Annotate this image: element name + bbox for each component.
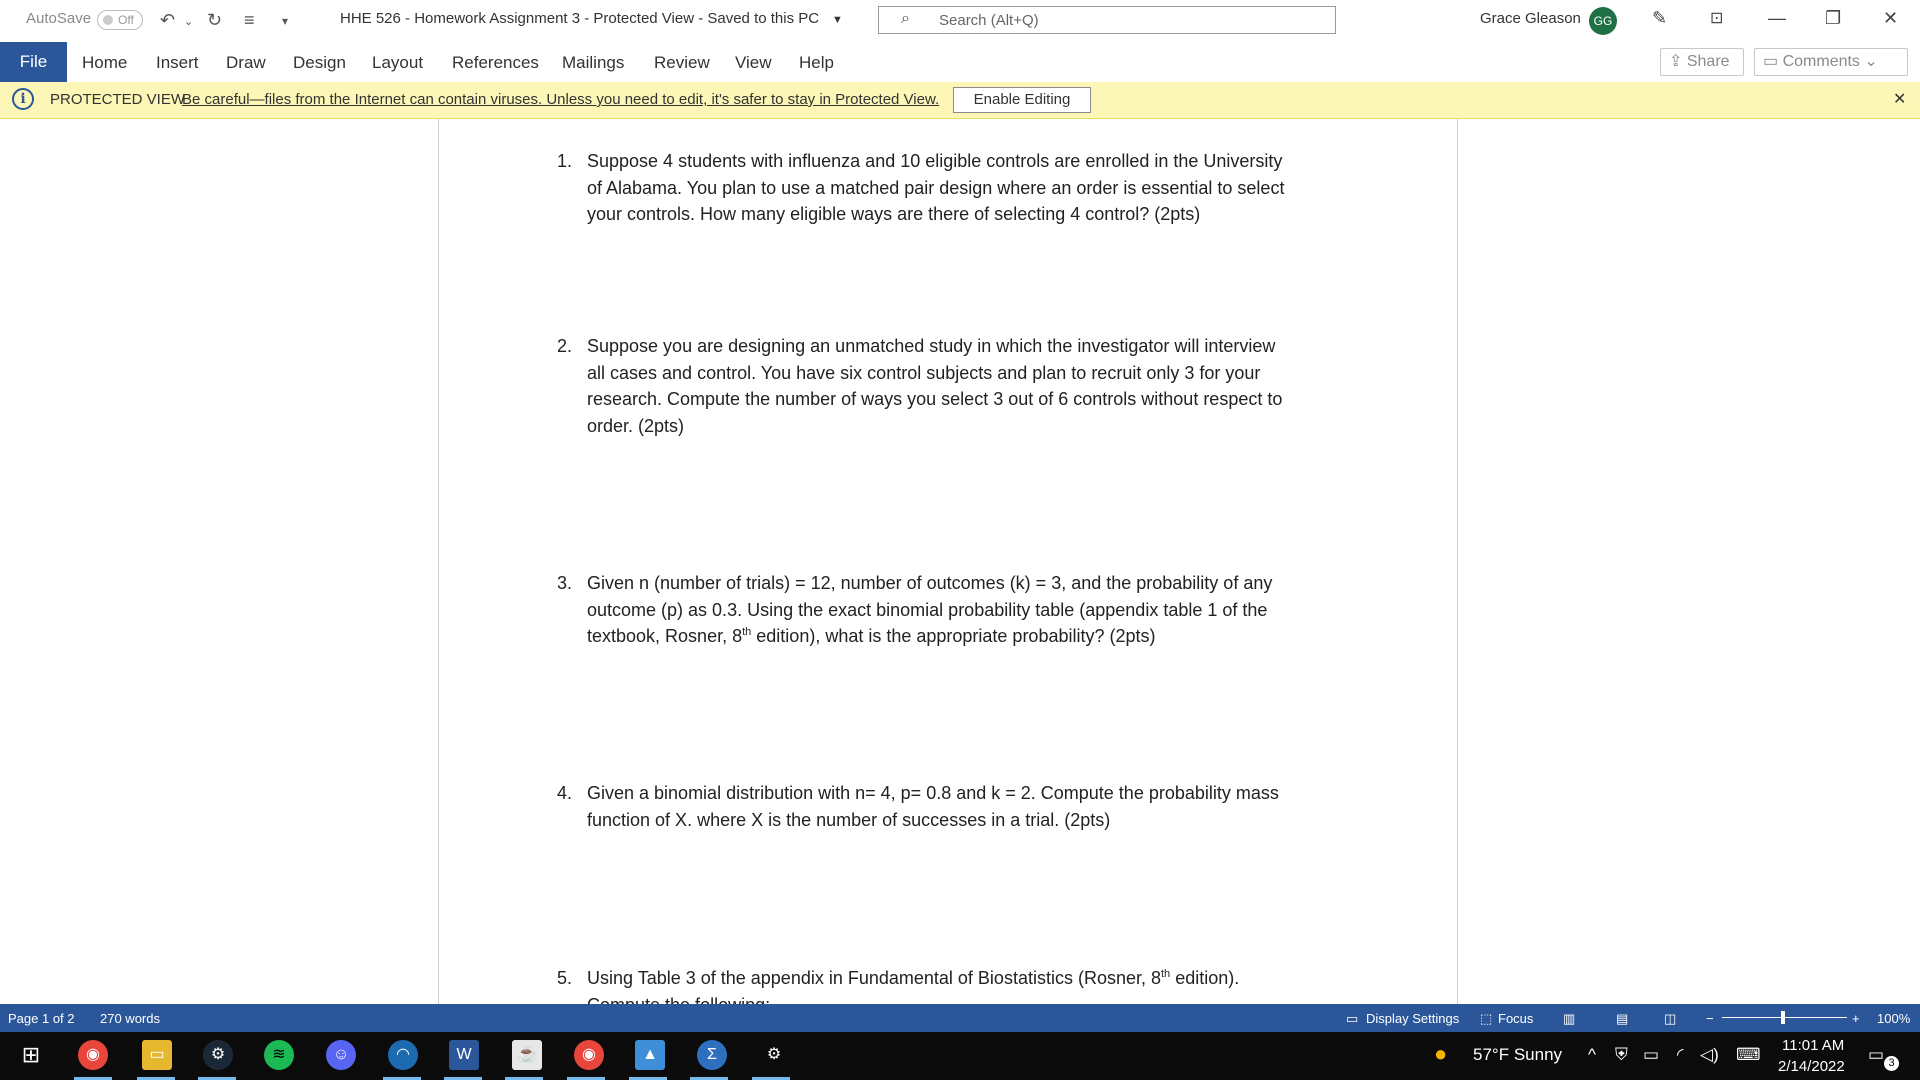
tab-design[interactable]: Design [293, 53, 346, 72]
question-text: edition), what is the appropriate probability? (2pts) [751, 626, 1156, 646]
tab-home[interactable]: Home [82, 53, 128, 72]
title-dropdown-icon[interactable]: ▼ [832, 14, 843, 26]
chrome-alt-icon[interactable]: ◉ [574, 1040, 604, 1070]
avatar[interactable]: GG [1589, 7, 1617, 35]
question-line: Given n (number of trials) = 12, number of outcomes (k) = 3, and the probability of any [587, 573, 1273, 593]
ribbon-tabs [0, 42, 1920, 83]
chrome-icon[interactable]: ◉ [78, 1040, 108, 1070]
question-line: order. (2pts) [587, 415, 685, 436]
question-number: 3. [557, 573, 573, 593]
print-layout-icon[interactable]: ▤ [1616, 1011, 1629, 1026]
question-text: edition). [1170, 968, 1240, 988]
comments-button[interactable] [1754, 48, 1908, 76]
focus-button[interactable]: Focus [1498, 1011, 1534, 1026]
status-bar [0, 1004, 1920, 1032]
page-count[interactable]: Page 1 of 2 [8, 1011, 75, 1026]
autosave-toggle[interactable] [97, 10, 143, 30]
browser-icon[interactable]: ◠ [388, 1040, 418, 1070]
share-button[interactable] [1660, 48, 1744, 76]
taskbar [0, 1032, 1920, 1080]
read-mode-icon[interactable]: ▥ [1563, 1011, 1576, 1026]
search-placeholder: Search (Alt+Q) [939, 12, 1039, 29]
tab-draw[interactable]: Draw [226, 53, 266, 72]
document-title: HHE 526 - Homework Assignment 3 - Protected View - Saved to this PC [340, 10, 820, 27]
web-layout-icon[interactable]: ◫ [1664, 1011, 1677, 1026]
windows-start-icon[interactable]: ⊞ [21, 1042, 41, 1067]
volume-icon[interactable]: ◁) [1700, 1045, 1719, 1064]
question-3 [557, 570, 1347, 650]
question-line: Suppose 4 students with influenza and 10 eligible controls are enrolled in the University [587, 151, 1283, 171]
question-line: Suppose you are designing an unmatched study in which the investigator will interview [587, 336, 1276, 356]
tab-file[interactable]: File [0, 42, 67, 82]
word-count[interactable]: 270 words [100, 1011, 160, 1026]
touch-mode-icon[interactable]: ≡ [244, 10, 255, 30]
notification-icon[interactable]: ▭ [1868, 1045, 1885, 1064]
settings-icon[interactable]: ⚙ [766, 1046, 782, 1063]
search-icon: ⌕ [901, 10, 910, 27]
tray-chevron-icon[interactable]: ^ [1588, 1045, 1596, 1064]
question-4 [557, 780, 1347, 833]
document-area[interactable] [0, 119, 1920, 1004]
discord-icon[interactable]: ☺ [326, 1040, 356, 1070]
question-2 [557, 333, 1347, 439]
restore-icon[interactable]: ❐ [1825, 8, 1842, 28]
tab-references[interactable]: References [452, 53, 539, 72]
question-line: research. Compute the number of ways you select 3 out of 6 controls without respect to [587, 389, 1283, 409]
question-line [587, 965, 1347, 992]
chevron-down-icon: ⌄ [1864, 53, 1878, 70]
enable-editing-button[interactable]: Enable Editing [953, 87, 1091, 113]
java-icon[interactable]: ☕ [512, 1040, 542, 1070]
share-label: Share [1686, 53, 1730, 70]
question-number: 5. [557, 968, 573, 988]
wifi-icon[interactable]: ◜ [1677, 1045, 1684, 1064]
superscript: th [742, 626, 752, 638]
title-bar [0, 0, 1920, 42]
question-line: function of X. where X is the number of successes in a trial. (2pts) [587, 809, 1111, 830]
tab-layout[interactable]: Layout [372, 53, 424, 72]
zoom-out-icon[interactable]: − [1706, 1011, 1714, 1026]
zoom-in-icon[interactable]: + [1852, 1011, 1860, 1026]
photos-icon[interactable]: ▲ [635, 1040, 665, 1070]
search-box[interactable] [878, 6, 1336, 34]
pen-icon[interactable]: ✎ [1652, 8, 1668, 28]
question-number: 1. [557, 151, 573, 171]
tab-view[interactable]: View [735, 53, 772, 72]
tab-help[interactable]: Help [799, 53, 834, 72]
tab-mailings[interactable]: Mailings [562, 53, 625, 72]
question-line [587, 623, 1347, 650]
question-number: 2. [557, 336, 573, 356]
user-name[interactable]: Grace Gleason [1480, 10, 1581, 27]
share-icon: ⇪ [1669, 53, 1683, 70]
question-text: textbook, Rosner, 8 [587, 626, 743, 646]
zoom-slider-thumb[interactable] [1781, 1011, 1785, 1024]
question-line: all cases and control. You have six control subjects and plan to recruit only 3 for your [587, 362, 1261, 383]
zoom-level[interactable]: 100% [1877, 1011, 1911, 1026]
keyboard-icon[interactable]: ⌨ [1736, 1045, 1761, 1064]
steam-icon[interactable]: ⚙ [203, 1040, 233, 1070]
document-page[interactable] [438, 119, 1458, 1009]
file-explorer-icon[interactable]: ▭ [142, 1040, 172, 1070]
protected-view-message[interactable]: Be careful—files from the Internet can contain viruses. Unless you need to edit, it's safer to stay in Protected View. [182, 91, 940, 108]
weather-text[interactable]: 57°F Sunny [1473, 1045, 1563, 1064]
question-line: of Alabama. You plan to use a matched pair design where an order is essential to select [587, 177, 1285, 198]
comments-label: Comments [1782, 53, 1860, 70]
info-icon: i [12, 88, 34, 110]
question-line: your controls. How many eligible ways are there of selecting 4 control? (2pts) [587, 204, 1201, 224]
clock-date[interactable]: 2/14/2022 [1778, 1058, 1845, 1075]
protected-view-bar [0, 82, 1920, 119]
close-icon[interactable]: ✕ [1883, 8, 1899, 28]
question-number: 4. [557, 783, 573, 803]
question-text: Using Table 3 of the appendix in Fundamental of Biostatistics (Rosner, 8 [587, 968, 1161, 988]
toggle-knob [103, 15, 113, 25]
comment-icon: ▭ [1763, 53, 1779, 70]
word-icon[interactable]: W [449, 1040, 479, 1070]
protected-view-title: PROTECTED VIEW [50, 91, 186, 108]
weather-sun-icon: ● [1434, 1041, 1448, 1066]
sigma-app-icon[interactable]: Σ [697, 1040, 727, 1070]
minimize-icon[interactable]: — [1768, 8, 1786, 28]
notification-count: 3 [1884, 1056, 1899, 1071]
customize-toolbar-icon[interactable]: ▾ [282, 14, 289, 28]
undo-dropdown-icon[interactable]: ⌄ [184, 16, 194, 28]
focus-icon: ⬚ [1480, 1011, 1493, 1026]
display-settings-button[interactable]: Display Settings [1366, 1011, 1460, 1026]
ribbon-display-icon[interactable]: ⊡ [1710, 10, 1724, 27]
superscript: th [1161, 968, 1171, 980]
question-line: Given a binomial distribution with n= 4, p= 0.8 and k = 2. Compute the probability mass [587, 783, 1279, 803]
redo-icon[interactable]: ↻ [207, 10, 223, 30]
autosave-label: AutoSave [26, 10, 92, 27]
monitor-icon: ▭ [1346, 1011, 1359, 1026]
question-1 [557, 148, 1347, 228]
autosave-state: Off [118, 13, 134, 27]
spotify-icon[interactable]: ≋ [264, 1040, 294, 1070]
question-line: outcome (p) as 0.3. Using the exact binomial probability table (appendix table 1 of the [587, 599, 1268, 620]
tab-insert[interactable]: Insert [156, 53, 199, 72]
clock-time[interactable]: 11:01 AM [1782, 1037, 1845, 1054]
battery-icon[interactable]: ▭ [1643, 1045, 1660, 1064]
tab-review[interactable]: Review [654, 53, 710, 72]
security-icon[interactable]: ⛨ [1615, 1045, 1628, 1064]
close-bar-icon[interactable]: ✕ [1893, 91, 1907, 108]
undo-icon[interactable]: ↶ [160, 10, 176, 30]
